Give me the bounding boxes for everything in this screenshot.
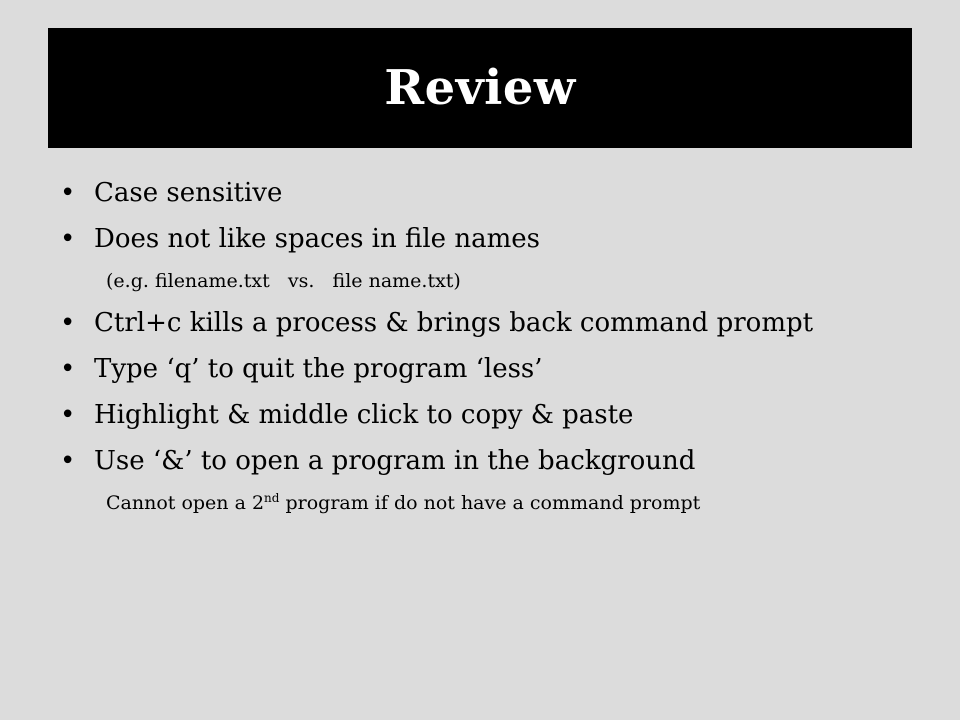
ordinal-suffix: nd xyxy=(264,491,280,505)
bullet-text: Ctrl+c kills a process & brings back command prompt xyxy=(94,308,814,338)
bullet-item xyxy=(60,224,540,254)
bullet-marker: • xyxy=(60,224,76,254)
bullet-text: Does not like spaces in file names xyxy=(94,224,540,254)
slide-title: Review xyxy=(384,60,576,116)
sub-bullet-text xyxy=(106,492,700,514)
bullet-marker: • xyxy=(60,446,76,476)
bullet-text: Use ‘&’ to open a program in the background xyxy=(94,446,696,476)
bullet-text: Case sensitive xyxy=(94,178,283,208)
bullet-marker: • xyxy=(60,400,76,430)
sub-text-before: Cannot open a 2 xyxy=(106,492,265,514)
bullet-item xyxy=(60,400,633,430)
bullet-item xyxy=(60,308,813,338)
sub-bullet-text: (e.g. filename.txt vs. file name.txt) xyxy=(106,270,461,292)
bullet-marker: • xyxy=(60,308,76,338)
bullet-text: Type ‘q’ to quit the program ‘less’ xyxy=(94,354,543,384)
bullet-marker: • xyxy=(60,178,76,208)
bullet-item xyxy=(60,446,695,476)
bullet-item xyxy=(60,354,543,384)
bullet-item xyxy=(60,178,282,208)
bullet-marker: • xyxy=(60,354,76,384)
bullet-text: Highlight & middle click to copy & paste xyxy=(94,400,634,430)
title-bar xyxy=(48,28,912,148)
sub-text-after: program if do not have a command prompt xyxy=(279,492,701,514)
